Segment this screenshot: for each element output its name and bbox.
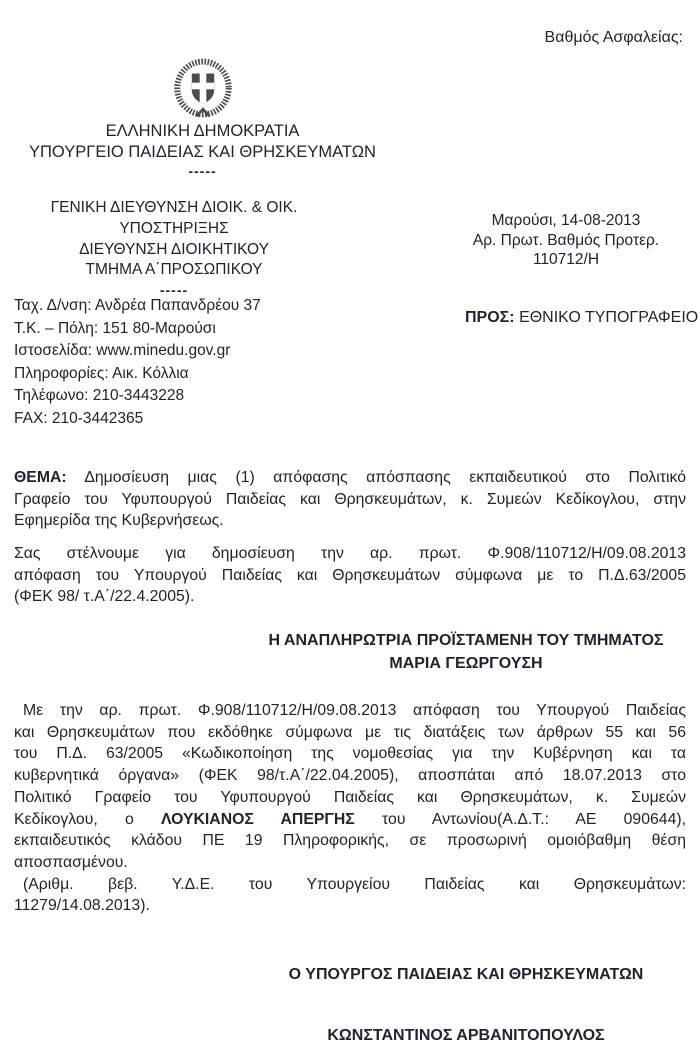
intro-paragraph: Σας στέλνουμε για δημοσίευση την αρ. πρωτ. Φ.908/110712/Η/09.08.2013 απόφαση του Υπουργού Παιδείας και Θρησκευμάτων σύμφωνα με το Π.Δ.63/2005 (ΦΕΚ 98/ τ.Α΄/22.4.2005).	[14, 545, 686, 605]
recipient-value: ΕΘΝΙΚΟ ΤΥΠΟΓΡΑΦΕΙΟ	[519, 309, 699, 326]
contact-fax: FAX: 210-3442365	[14, 409, 144, 427]
security-label: Βαθμός Ασφαλείας:	[544, 29, 683, 46]
protocol-label: Αρ. Πρωτ. Βαθμός Προτερ.	[472, 231, 660, 249]
contact-website: Ιστοσελίδα: www.minedu.gov.gr	[14, 342, 231, 359]
recipient-line	[465, 309, 698, 327]
acting-head-signature-block	[230, 629, 700, 675]
subject-paragraph: ΘΕΜΑ: Δημοσίευση μιας (1) απόφασης απόσπασης εκπαιδευτικού στο Πολιτικό Γραφείο του Υφυπουργού Παιδείας και Θρησκευμάτων, κ. Συμεών Κεδίκογλου, στην Εφημερίδα της Κυβερνήσεως.	[14, 469, 686, 529]
contact-info-person: Πληροφορίες: Αικ. Κόλλια	[14, 364, 189, 382]
general-directorate-line: ΓΕΝΙΚΗ ΔΙΕΥΘΥΝΣΗ ΔΙΟΙΚ. & ΟΙΚ. ΥΠΟΣΤΗΡΙΞΗΣ	[50, 199, 298, 237]
department-divider: -----	[159, 282, 189, 299]
ministry-line: ΥΠΟΥΡΓΕΙΟ ΠΑΙΔΕΙΑΣ ΚΑΙ ΘΡΗΣΚΕΥΜΑΤΩΝ	[29, 143, 376, 161]
minister-title: Ο ΥΠΟΥΡΓΟΣ ΠΑΙΔΕΙΑΣ ΚΑΙ ΘΡΗΣΚΕΥΜΑΤΩΝ	[288, 966, 644, 983]
protocol-number: 110712/Η	[532, 251, 600, 269]
protocol-block	[430, 211, 700, 270]
header-block	[0, 57, 405, 179]
acting-head-title: Η ΑΝΑΠΛΗΡΩΤΡΙΑ ΠΡΟΪΣΤΑΜΕΝΗ ΤΟΥ ΤΜΗΜΑΤΟΣ	[268, 632, 664, 649]
certification-note: (Αριθμ. βεβ. Υ.Δ.Ε. του Υπουργείου Παιδείας και Θρησκευμάτων: 11279/14.08.2013).	[14, 875, 686, 915]
decision-paragraph: Με την αρ. πρωτ. Φ.908/110712/Η/09.08.2013 απόφαση του Υπουργού Παιδείας και Θρησκευμάτων που εκδόθηκε σύμφωνα με τις διατάξεις των άρθρων 55 και 56 του Π.Δ. 63/2005 «Κωδικοποίηση της νομοθεσίας για την Κυβέρνηση και τα κυβερνητικά όργανα» (ΦΕΚ 98/τ.Α΄/22.04.2005), αποσπάται από 18.07.2013 στο Πολιτικό Γραφείο του Υφυπουργού Παιδείας και Θρησκευμάτων, κ. Συμεών Κεδίκογλου, ο ΛΟΥΚΙΑΝΟΣ ΑΠΕΡΓΗΣ του Αντωνίου(Α.Δ.Τ.: ΑΕ 090644), εκπαιδευτικός κλάδου ΠΕ 19 Πληροφορικής, σε προσωρινή ομοιόβαθμη θέση αποσπασμένου.	[14, 702, 687, 871]
contact-block	[14, 295, 261, 430]
place-date: Μαρούσι, 14-08-2013	[491, 212, 641, 229]
department-line: ΤΜΗΜΑ Α΄ΠΡΟΣΩΠΙΚΟΥ	[85, 261, 263, 279]
contact-phone: Τηλέφωνο: 210-3443228	[14, 387, 185, 404]
directorate-block	[0, 198, 348, 298]
acting-head-name: ΜΑΡΙΑ ΓΕΩΡΓΟΥΣΗ	[389, 655, 543, 672]
directorate-line: ΔΙΕΥΘΥΝΣΗ ΔΙΟΙΚΗΤΙΚΟΥ	[79, 240, 269, 258]
republic-line: ΕΛΛΗΝΙΚΗ ΔΗΜΟΚΡΑΤΙΑ	[105, 122, 300, 140]
minister-signature-block	[230, 963, 700, 1047]
recipient-label: ΠΡΟΣ:	[465, 309, 515, 326]
header-divider: -----	[188, 163, 217, 179]
minister-name: ΚΩΝΣΤΑΝΤΙΝΟΣ ΑΡΒΑΝΙΤΟΠΟΥΛΟΣ	[327, 1027, 605, 1044]
coat-of-arms-icon	[170, 57, 236, 119]
contact-postal-city: Τ.Κ. – Πόλη: 151 80-Μαρούσι	[14, 319, 216, 337]
decision-section	[14, 700, 686, 917]
contact-address: Ταχ. Δ/νση: Ανδρέα Παπανδρέου 37	[14, 297, 261, 314]
